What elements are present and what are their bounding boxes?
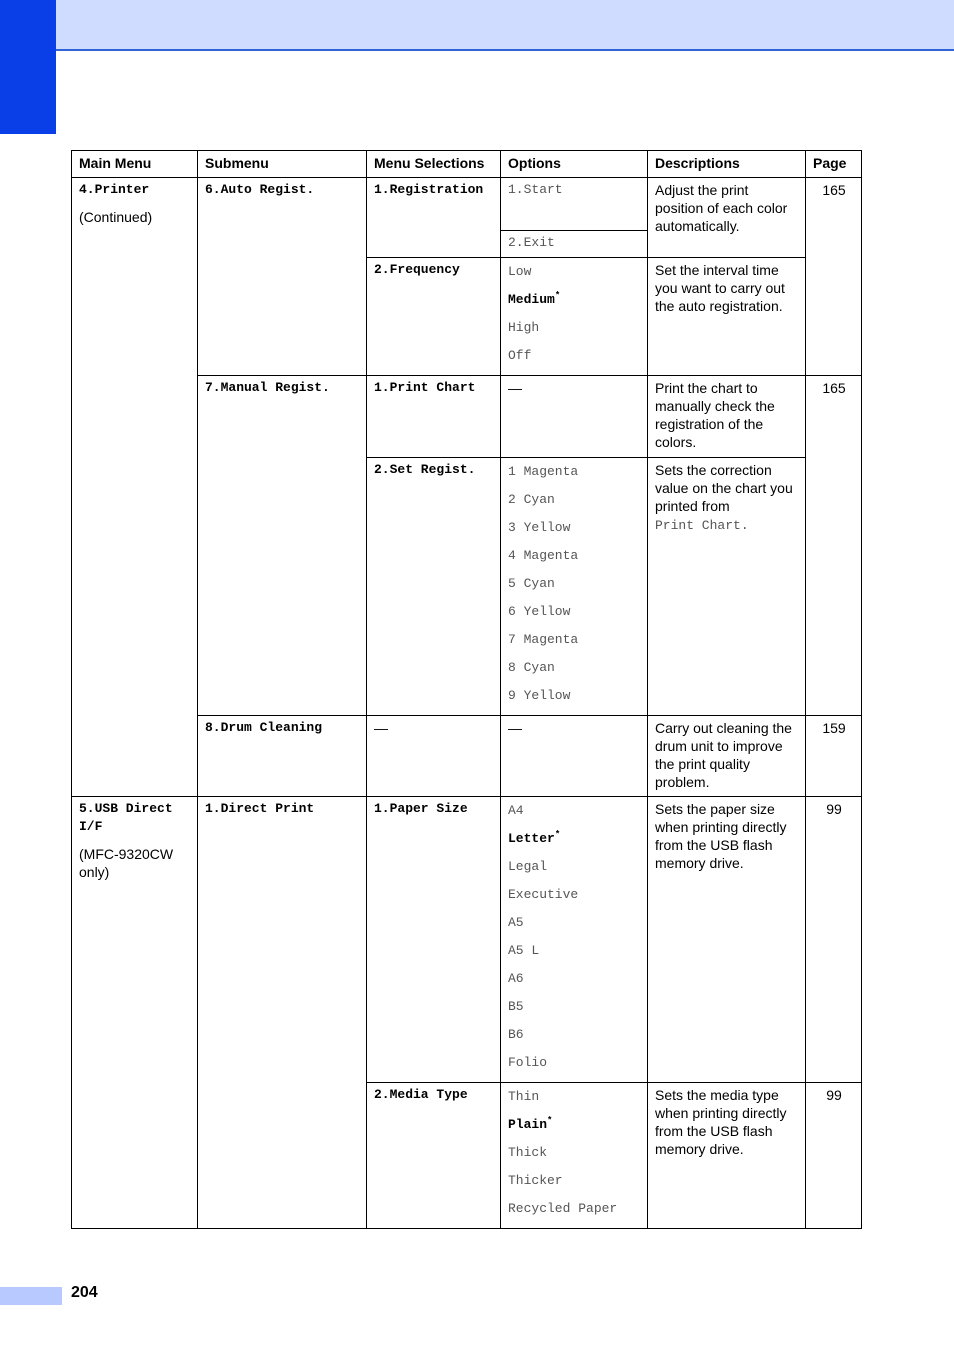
options-media-type (501, 1083, 648, 1229)
footer-band (0, 1287, 62, 1305)
submenu-manual-regist: 7.Manual Regist. (198, 376, 367, 716)
option-recycled-paper: Recycled Paper (508, 1201, 618, 1216)
option-legal: Legal (508, 859, 548, 874)
selection-registration: 1.Registration (367, 178, 501, 258)
continued-note: (Continued) (79, 209, 153, 225)
option-plain-default: Plain* (508, 1115, 553, 1132)
table-row (72, 797, 862, 1083)
menu-table (71, 150, 862, 1229)
option-dash: — (501, 376, 648, 458)
col-main-menu: Main Menu (72, 151, 198, 178)
option-low: Low (508, 264, 532, 279)
option-a5-l: A5 L (508, 943, 540, 958)
col-options: Options (501, 151, 648, 178)
description-set-regist: Sets the correction value on the chart you printed from Print Chart. (648, 458, 806, 716)
page-number: 204 (71, 1284, 98, 1301)
option-start: 1.Start (501, 178, 648, 231)
option-a4: A4 (508, 803, 524, 818)
submenu-drum-cleaning: 8.Drum Cleaning (198, 716, 367, 797)
selection-dash: — (367, 716, 501, 797)
main-menu-printer (72, 178, 198, 797)
description-drum: Carry out cleaning the drum unit to improve the print quality problem. (648, 716, 806, 797)
page-manual-regist: 165 (806, 376, 862, 716)
main-menu-label: 4.Printer (79, 182, 150, 197)
main-menu-label: 5.USB Direct I/F (79, 801, 173, 834)
option-dash: — (501, 716, 648, 797)
page-paper-size: 99 (806, 797, 862, 1083)
submenu-direct-print: 1.Direct Print (198, 797, 367, 1229)
selection-paper-size: 1.Paper Size (367, 797, 501, 1083)
options-set-regist (501, 458, 648, 716)
option-1-magenta: 1 Magenta (508, 464, 579, 479)
selection-media-type: 2.Media Type (367, 1083, 501, 1229)
chapter-tab (0, 0, 56, 134)
table-row (72, 178, 862, 231)
description-code: Print Chart. (655, 518, 749, 533)
description-media-type: Sets the media type when printing directly from the USB flash memory drive. (648, 1083, 806, 1229)
col-menu-selections: Menu Selections (367, 151, 501, 178)
option-a5: A5 (508, 915, 524, 930)
description-print-chart: Print the chart to manually check the registration of the colors. (648, 376, 806, 458)
col-submenu: Submenu (198, 151, 367, 178)
option-exit: 2.Exit (501, 231, 648, 258)
option-4-magenta: 4 Magenta (508, 548, 579, 563)
option-thick: Thick (508, 1145, 548, 1160)
option-high: High (508, 320, 540, 335)
selection-frequency: 2.Frequency (367, 258, 501, 376)
selection-print-chart: 1.Print Chart (367, 376, 501, 458)
main-menu-usb (72, 797, 198, 1229)
page-media-type: 99 (806, 1083, 862, 1229)
header-band (0, 0, 954, 51)
options-frequency (501, 258, 648, 376)
option-off: Off (508, 348, 532, 363)
option-3-yellow: 3 Yellow (508, 520, 571, 535)
option-6-yellow: 6 Yellow (508, 604, 571, 619)
col-descriptions: Descriptions (648, 151, 806, 178)
col-page: Page (806, 151, 862, 178)
options-paper-size (501, 797, 648, 1083)
header-row (72, 151, 862, 178)
selection-set-regist: 2.Set Regist. (367, 458, 501, 716)
option-5-cyan: 5 Cyan (508, 576, 555, 591)
option-thicker: Thicker (508, 1173, 563, 1188)
option-letter-default: Letter* (508, 829, 561, 846)
option-8-cyan: 8 Cyan (508, 660, 555, 675)
option-executive: Executive (508, 887, 579, 902)
option-2-cyan: 2 Cyan (508, 492, 555, 507)
option-b5: B5 (508, 999, 524, 1014)
description-registration: Adjust the print position of each color automatically. (648, 178, 806, 258)
description-frequency: Set the interval time you want to carry out the auto registration. (648, 258, 806, 376)
description-paper-size: Sets the paper size when printing directly from the USB flash memory drive. (648, 797, 806, 1083)
submenu-auto-regist: 6.Auto Regist. (198, 178, 367, 376)
option-a6: A6 (508, 971, 524, 986)
option-medium-default: Medium* (508, 290, 561, 307)
option-7-magenta: 7 Magenta (508, 632, 579, 647)
model-note: (MFC-9320CW only) (79, 846, 174, 880)
option-folio: Folio (508, 1055, 548, 1070)
page-auto-regist: 165 (806, 178, 862, 376)
option-thin: Thin (508, 1089, 540, 1104)
page-drum: 159 (806, 716, 862, 797)
option-b6: B6 (508, 1027, 524, 1042)
option-9-yellow: 9 Yellow (508, 688, 571, 703)
